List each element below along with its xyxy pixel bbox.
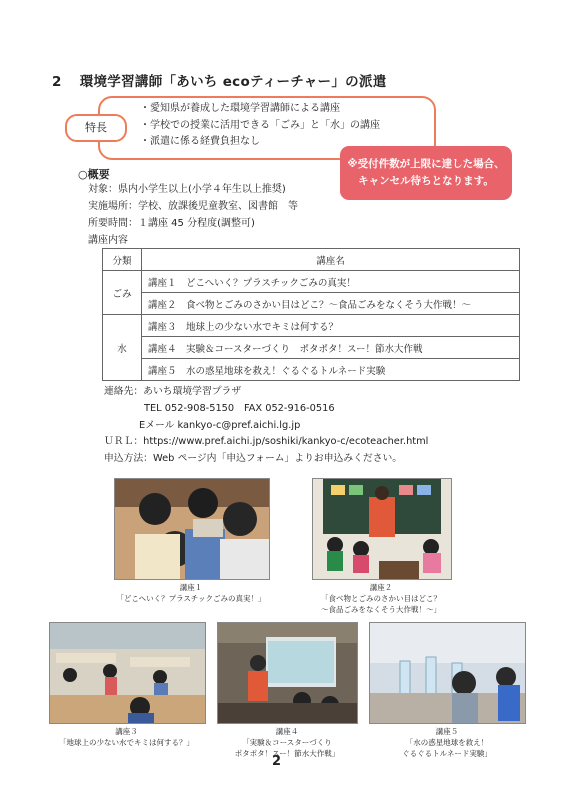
contact-phone: TEL 052-908-5150 FAX 052-916-0516 <box>144 402 335 414</box>
photo-caption-1 <box>104 582 278 604</box>
feature-item: ・愛知県が養成した環境学習講師による講座 <box>140 103 340 114</box>
alert-line-1: ※受付件数が上限に達した場合、 <box>347 158 505 170</box>
caption-desc: ポタポタ！スー！節水大作戦」 <box>234 749 340 758</box>
caption-desc: ～食品ごみをなくそう大作戦！～」 <box>321 605 441 614</box>
caption-title: 講座４ <box>275 727 299 736</box>
overview-list <box>88 181 298 249</box>
course-cell: 講座５ 水の惑星地球を救え！ぐるぐるトルネード実験 <box>142 359 520 381</box>
caption-title: 講座２ <box>369 583 393 592</box>
photo-course-2 <box>312 478 452 580</box>
photo-caption-5 <box>372 726 522 759</box>
capacity-alert <box>340 146 512 200</box>
caption-desc: 「地球上の少ない水でキミは何する？」 <box>59 738 194 747</box>
section-heading: 環境学習講師「あいち ecoティーチャー」の派遣 <box>79 74 387 90</box>
table-row <box>103 315 520 337</box>
contact-block <box>104 384 428 468</box>
table-row <box>103 293 520 315</box>
table-row <box>103 337 520 359</box>
section-title <box>52 70 387 90</box>
caption-title: 講座３ <box>115 727 138 736</box>
photo-caption-2 <box>296 582 466 615</box>
overview-target: 対象：県内小学生以上(小学４年生以上推奨) <box>88 184 286 195</box>
contact-apply: 申込方法：Web ページ内「申込フォーム」よりお申込みください。 <box>104 453 403 465</box>
table-header-row <box>103 249 520 271</box>
header-course-name: 講座名 <box>142 249 520 271</box>
photo-course-3 <box>49 622 206 724</box>
table-row <box>103 359 520 381</box>
feature-item: ・学校での授業に活用できる「ごみ」と「水」の講座 <box>140 119 380 131</box>
photo-course-4 <box>217 622 358 724</box>
caption-title: 講座１ <box>179 583 203 592</box>
features-list <box>140 101 380 151</box>
contact-org: 連絡先：あいち環境学習プラザ <box>104 386 242 397</box>
course-cell: 講座１ どこへいく？プラスチックごみの真実！ <box>142 271 520 293</box>
section-number: 2 <box>52 74 62 90</box>
photo-caption-4 <box>212 726 362 759</box>
course-cell: 講座４ 実験＆コースターづくり ポタポタ！スー！節水大作戦 <box>142 337 520 359</box>
alert-line-2: キャンセル待ちとなります。 <box>358 175 494 187</box>
photo-caption-3 <box>39 726 214 748</box>
caption-title: 講座５ <box>435 727 459 736</box>
course-cell: 講座３ 地球上の少ない水でキミは何する？ <box>142 315 520 337</box>
photo-course-5 <box>369 622 526 724</box>
caption-desc: 「どこへいく？プラスチックごみの真実！」 <box>116 594 266 603</box>
caption-desc: 「食べ物とごみのさかい目はどこ？ <box>321 594 441 603</box>
overview-heading: ○概要 <box>78 168 110 181</box>
category-cell: ごみ <box>103 271 142 315</box>
caption-desc: 「実験＆コースターづくり <box>242 738 332 747</box>
caption-desc: ぐるぐるトルネード実験」 <box>402 749 492 758</box>
page-number: 2 <box>272 754 282 769</box>
course-table <box>102 248 520 381</box>
course-cell: 講座２ 食べ物とごみのさかい目はどこ？～食品ごみをなくそう大作戦！～ <box>142 293 520 315</box>
table-row <box>103 271 520 293</box>
caption-desc: 「水の惑星地球を救え！ <box>405 738 489 747</box>
overview-venue: 実施場所：学校、放課後児童教室、図書館 等 <box>88 201 298 212</box>
features-tag: 特長 <box>65 114 127 142</box>
overview-duration: 所要時間：１講座 45 分程度(調整可) <box>88 218 255 229</box>
contact-url[interactable]: ＵＲＬ：https://www.pref.aichi.jp/soshiki/kankyo-c/ecoteacher.html <box>104 436 429 448</box>
category-cell: 水 <box>103 315 142 381</box>
header-category: 分類 <box>103 249 142 271</box>
overview-content-label: 講座内容 <box>88 235 128 246</box>
photo-course-1 <box>114 478 270 580</box>
feature-item: ・派遣に係る経費負担なし <box>140 136 260 147</box>
contact-email[interactable]: Eメール kankyo-c@pref.aichi.lg.jp <box>139 419 301 431</box>
